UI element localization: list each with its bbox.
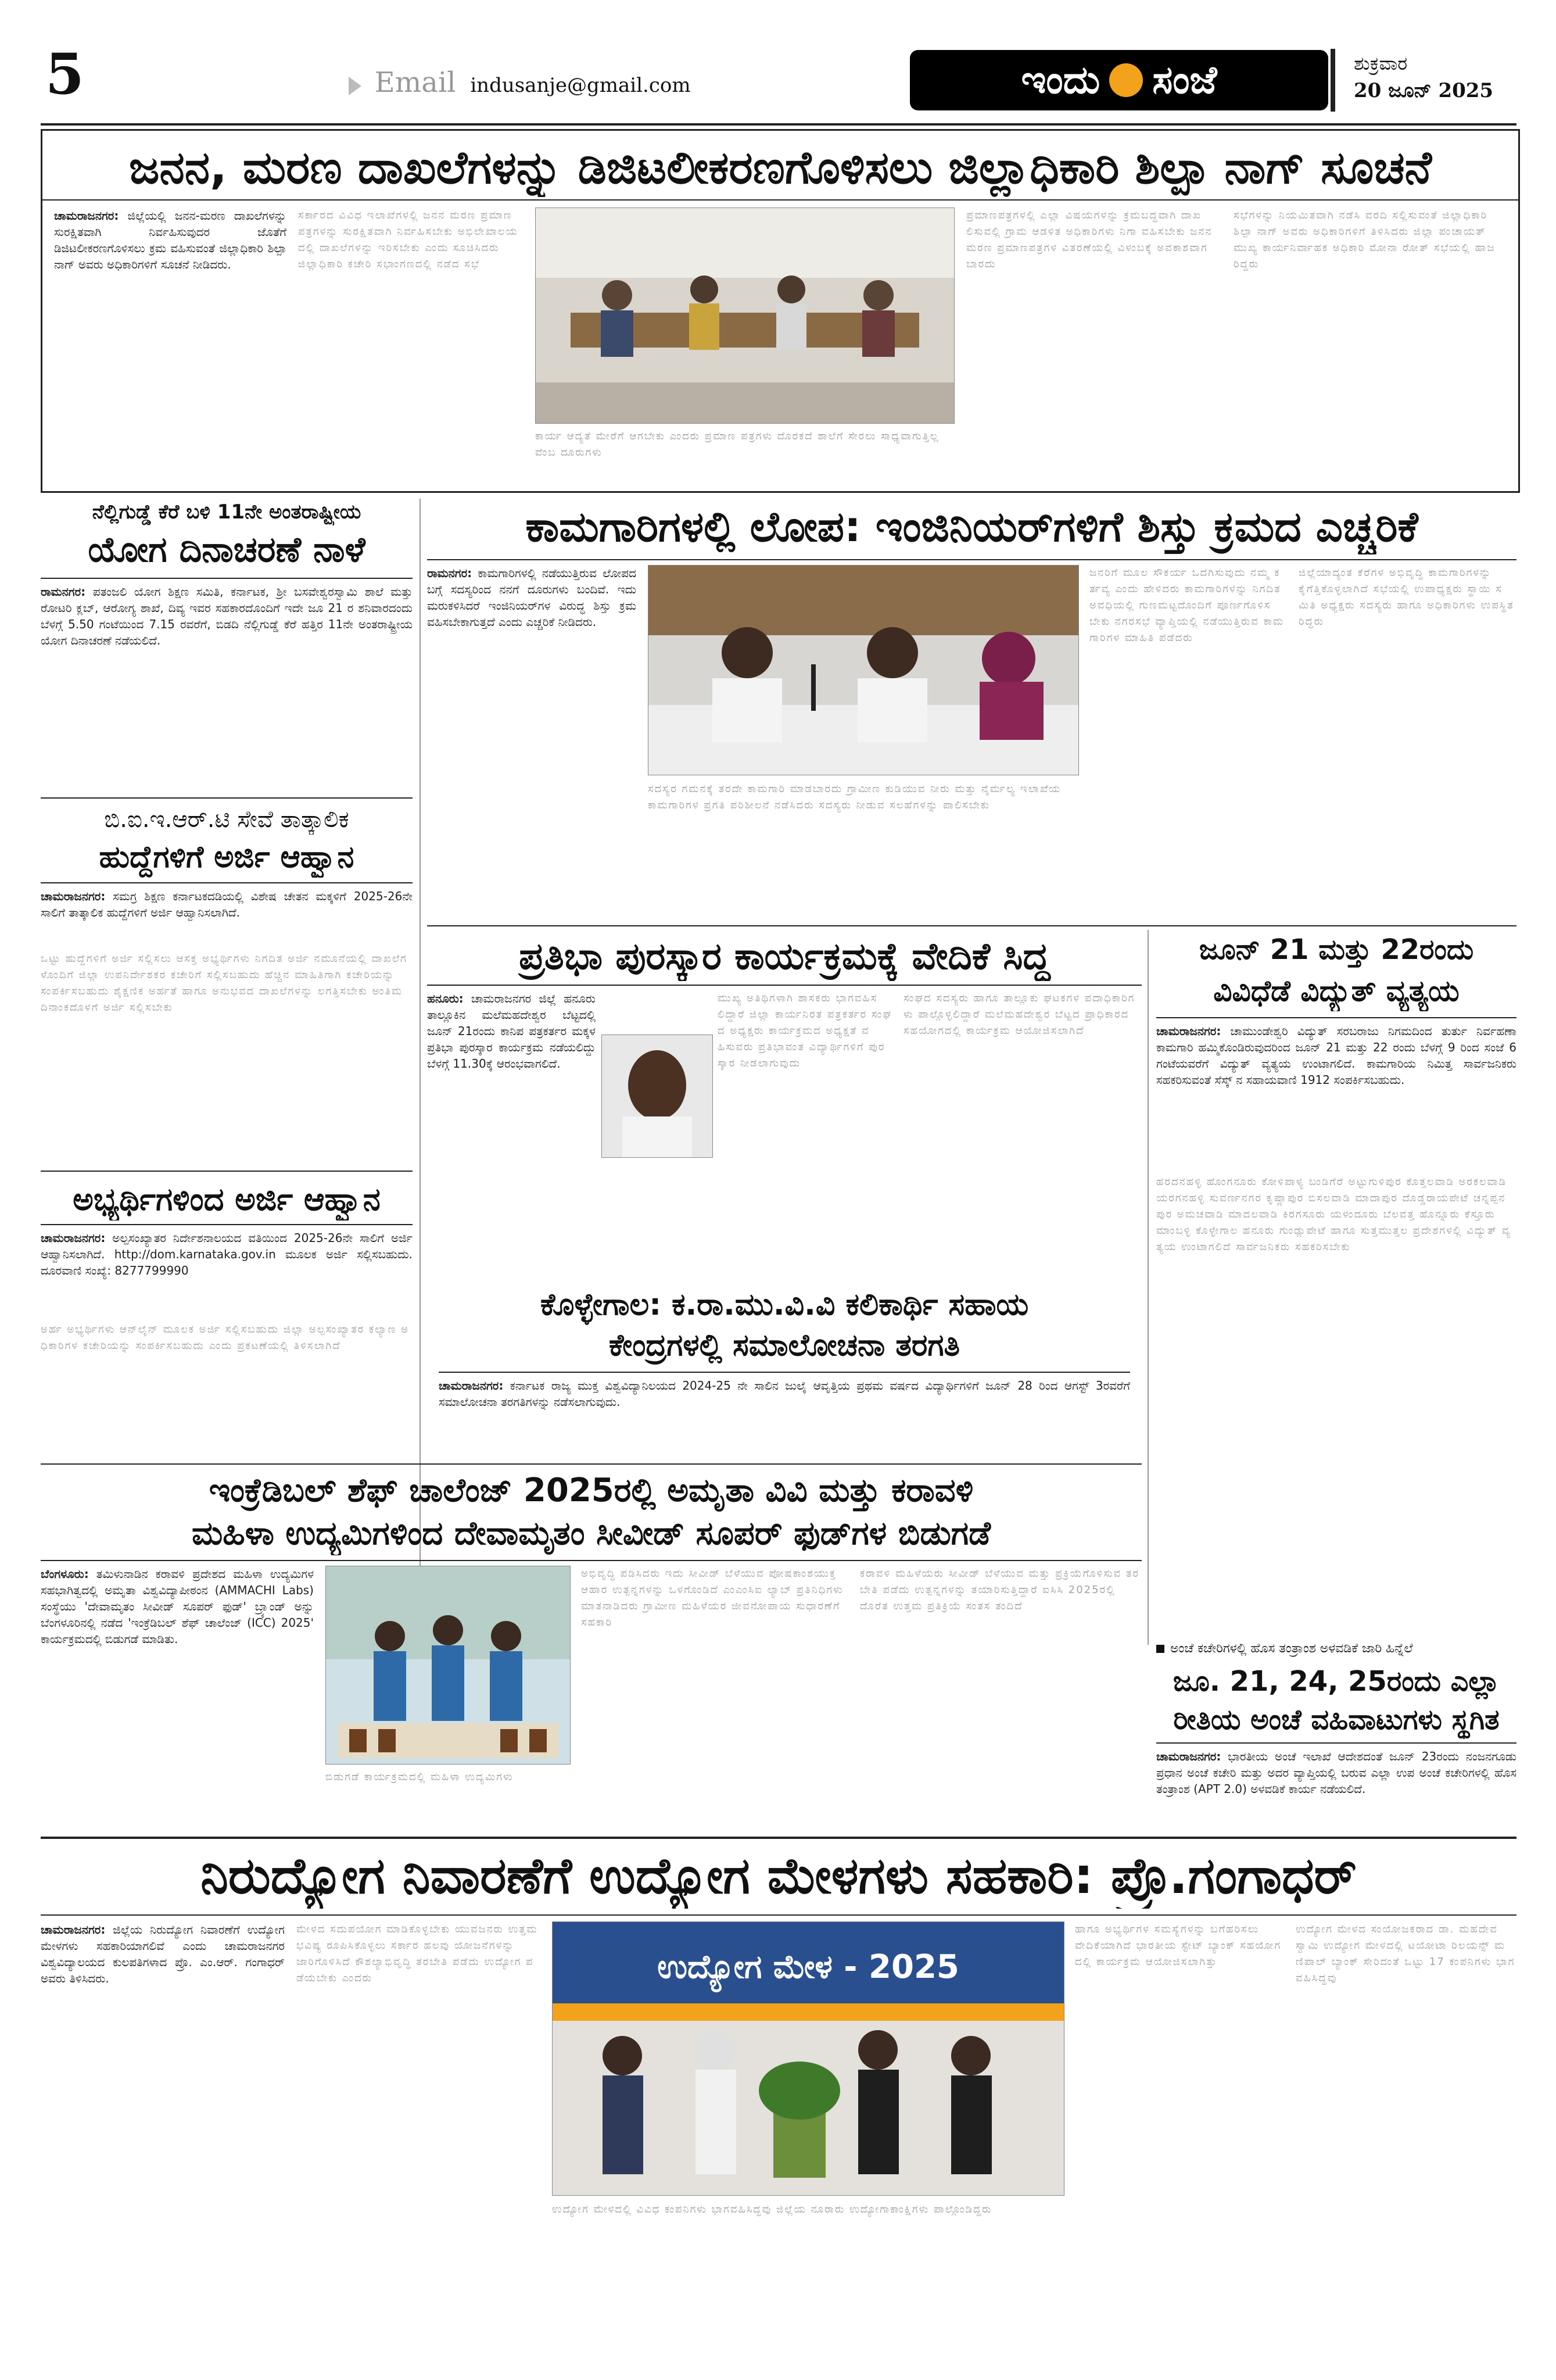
logo-text-right: ಸಂಜೆ bbox=[1152, 57, 1217, 102]
day-label: ಶುಕ್ರವಾರ bbox=[1354, 52, 1408, 74]
headline-line-1: ಇಂಕ್ರೆಡಿಬಲ್ ಶೆಫ್ ಚಾಲೆಂಜ್ 2025ರಲ್ಲಿ ಅಮೃತಾ ವಿವಿ ಮತ್ತು ಕರಾವಳಿ bbox=[209, 1472, 974, 1509]
headline-line-2: ವಿವಿಧೆಡೆ ವಿದ್ಯುತ್ ವ್ಯತ್ಯಯ bbox=[1213, 974, 1460, 1008]
story-body-continued: ಜಿಲ್ಲೆಯಾದ್ಯಂತ ಕೆರೆಗಳ ಅಭಿವೃದ್ಧಿ ಕಾಮಗಾರಿಗಳನ್ನು ಕೈಗೆತ್ತಿಕೊಳ್ಳಲಾಗಿದೆ ಸಭೆಯಲ್ಲಿ ಉಪಾಧ್ಯಕ್ಷರು ಸ್ಥಾಯಿ ಸಮಿತಿ ಅಧ್ಯಕ್ಷರು ಸದಸ್ಯರು ಹಾಗೂ ಅಧಿಕಾರಿಗಳು ಉಪಸ್ಥಿತರಿದ್ದರು bbox=[1299, 567, 1514, 628]
headline: ಯೋಗ ದಿನಾಚರಣೆ ನಾಳೆ bbox=[88, 529, 365, 570]
story-yoga bbox=[41, 499, 413, 789]
engineers-meeting-illustration bbox=[648, 566, 1078, 775]
story-body-continued: ಪ್ರಮಾಣಪತ್ರಗಳಲ್ಲಿ ಎಲ್ಲಾ ವಿಷಯಗಳನ್ನು ಕ್ರಮಬದ್ಧವಾಗಿ ದಾಖಲಿಸುವಲ್ಲಿ ಗ್ರಾಮ ಆಡಳಿತ ಅಧಿಕಾರಿಗಳು ನಿಗಾ ವಹಿಸಬೇಕು ಜನನ ಮರಣ ಪ್ರಮಾಣಪತ್ರಗಳ ವಿತರಣೆಯಲ್ಲಿ ವಿಳಂಬಕ್ಕೆ ಅವಕಾಶವಾಗಬಾರದು bbox=[966, 209, 1213, 270]
story-seaweed bbox=[41, 1469, 1142, 1818]
engineers-meeting-photo bbox=[648, 565, 1079, 775]
story-tag: ಅಂಚೆ ಕಚೇರಿಗಳಲ್ಲಿ ಹೊಸ ತಂತ್ರಾಂಶ ಅಳವಡಿಕೆ ಜಾರಿ ಹಿನ್ನೆಲೆ bbox=[1156, 1639, 1516, 1659]
story-body-continued: ಸರ್ಕಾರದ ವಿವಿಧ ಇಲಾಖೆಗಳಲ್ಲಿ ಜನನ ಮರಣ ಪ್ರಮಾಣ ಪತ್ರಗಳನ್ನು ಸುರಕ್ಷಿತವಾಗಿ ನಿರ್ವಹಿಸಬೇಕು ಅಭಿಲೇಖಾಲಯದಲ್ಲಿ ದಾಖಲೆಗಳನ್ನು ಇರಿಸಬೇಕು ಎಂದು ಸೂಚಿಸಿದರು ಜಿಲ್ಲಾಧಿಕಾರಿ ಕಚೇರಿ ಸಭಾಂಗಣದಲ್ಲಿ ನಡೆದ ಸಭೆ bbox=[298, 209, 518, 270]
story-body-continued: ಕಾರ್ಯ ಆದ್ಯತೆ ಮೇರೆಗೆ ಆಗಬೇಕು ಎಂದರು ಪ್ರಮಾಣ ಪತ್ರಗಳು ದೊರಕದೆ ಶಾಲೆಗೆ ಸೇರಲು ಸಾಧ್ಯವಾಗುತ್ತಿಲ್ಲವೆಂಬ ದೂರುಗಳು bbox=[535, 430, 940, 459]
story-body-continued: ಮೇಳದ ಸದುಪಯೋಗ ಮಾಡಿಕೊಳ್ಳಬೇಕು ಯುವಜನರು ಉತ್ತಮ ಭವಿಷ್ಯ ರೂಪಿಸಿಕೊಳ್ಳಲು ಸರ್ಕಾರ ಹಲವು ಯೋಜನೆಗಳನ್ನು ಜಾರಿಗೊಳಿಸಿದೆ ಕೌಶಲ್ಯಾಭಿವೃದ್ಧಿ ತರಬೇತಿ ಪಡೆದು ಉದ್ಯೋಗ ಪಡೆಯಬೇಕು ಎಂದರು bbox=[296, 1923, 538, 1984]
story-body-continued: ಒಟ್ಟು ಹುದ್ದೆಗಳಿಗೆ ಅರ್ಜಿ ಸಲ್ಲಿಸಲು ಆಸಕ್ತ ಅಭ್ಯರ್ಥಿಗಳು ನಿಗದಿತ ಅರ್ಜಿ ನಮೂನೆಯಲ್ಲಿ ದಾಖಲೆಗಳೊಂದಿಗೆ ಜಿಲ್ಲಾ ಉಪನಿರ್ದೇಶಕರ ಕಚೇರಿಗೆ ಸಲ್ಲಿಸಬಹುದು ಹೆಚ್ಚಿನ ಮಾಹಿತಿಗಾಗಿ ಕಚೇರಿಯನ್ನು ಸಂಪರ್ಕಿಸಬಹುದು ಶೈಕ್ಷಣಿಕ ಅರ್ಹತೆ ಹಾಗೂ ಅನುಭವದ ದಾಖಲೆಗಳನ್ನು ಲಗತ್ತಿಸಬೇಕು ಅಂತಿಮ ದಿನಾಂಕದೊಳಗೆ ಅರ್ಜಿ ಸಲ್ಲಿಸಬೇಕು bbox=[41, 953, 407, 1014]
meeting-photo-illustration bbox=[536, 208, 954, 423]
headline-line-1: ಕೊಳ್ಳೇಗಾಲ: ಕ.ರಾ.ಮು.ವಿ.ವಿ ಕಲಿಕಾರ್ಥಿ ಸಹಾಯ bbox=[540, 1287, 1029, 1322]
story-body: ಚಾಮರಾಜನಗರ: ಜಿಲ್ಲೆಯಲ್ಲಿ ಜನನ-ಮರಣ ದಾಖಲೆಗಳನ್ನು ಸುರಕ್ಷಿತವಾಗಿ ನಿರ್ವಹಿಸುವುದರ ಜೊತೆಗೆ ಡಿಜಿಟಲೀಕರಣಗೊಳಿಸಲು ಕ್ರಮ ವಹಿಸುವಂತೆ ಜಿಲ್ಲಾಧಿಕಾರಿ ಶಿಲ್ಪಾ ನಾಗ್ ಅವರು ಅಧಿಕಾರಿಗಳಿಗೆ ಸೂಚನೆ ನೀಡಿದರು. bbox=[54, 209, 286, 271]
headline: ಜನನ, ಮರಣ ದಾಖಲೆಗಳನ್ನು ಡಿಜಿಟಲೀಕರಣಗೊಳಿಸಲು ಜಿಲ್ಲಾಧಿಕಾರಿ ಶಿಲ್ಪಾ ನಾಗ್ ಸೂಚನೆ bbox=[128, 142, 1432, 194]
story-post-office bbox=[1156, 1639, 1516, 1831]
story-body-continued: ಮುಖ್ಯ ಅತಿಥಿಗಳಾಗಿ ಶಾಸಕರು ಭಾಗವಹಿಸಲಿದ್ದಾರೆ ಜಿಲ್ಲಾ ಕಾರ್ಯನಿರತ ಪತ್ರಕರ್ತರ ಸಂಘದ ಅಧ್ಯಕ್ಷರು ಕಾರ್ಯಕ್ರಮದ ಅಧ್ಯಕ್ಷತೆ ವಹಿಸುವರು ಪ್ರತಿಭಾವಂತ ವಿದ್ಯಾರ್ಥಿಗಳಿಗೆ ಪುರಸ್ಕಾರ ನೀಡಲಾಗುವುದು bbox=[718, 992, 892, 1069]
headline-line-2: ರೀತಿಯ ಅಂಚೆ ವಹಿವಾಟುಗಳು ಸ್ಥಗಿತ bbox=[1173, 1703, 1500, 1736]
bullet-icon bbox=[1156, 1645, 1164, 1653]
story-body-continued: ಜನರಿಗೆ ಮೂಲ ಸೌಕರ್ಯ ಒದಗಿಸುವುದು ನಮ್ಮ ಕರ್ತವ್ಯ ಎಂದು ಹೇಳಿದರು ಕಾಮಗಾರಿಗಳನ್ನು ನಿಗದಿತ ಅವಧಿಯಲ್ಲಿ ಗುಣಮಟ್ಟದೊಂದಿಗೆ ಪೂರ್ಣಗೊಳಿಸಬೇಕು ನಗರಸಭೆ ವ್ಯಾಪ್ತಿಯಲ್ಲಿ ನಡೆಯುತ್ತಿರುವ ಕಾಮಗಾರಿಗಳ ಮಾಹಿತಿ ಪಡೆದರು bbox=[1089, 567, 1285, 644]
story-body-continued: ಬಿಡುಗಡೆ ಕಾರ್ಯಕ್ರಮದಲ್ಲಿ ಮಹಿಳಾ ಉದ್ಯಮಿಗಳು bbox=[325, 1771, 514, 1783]
headline: ನಿರುದ್ಯೋಗ ನಿವಾರಣೆಗೆ ಉದ್ಯೋಗ ಮೇಳಗಳು ಸಹಕಾರಿ: ಪ್ರೊ.ಗಂಗಾಧರ್ bbox=[200, 1847, 1357, 1905]
story-body-continued: ಸಭೆಗಳನ್ನು ನಿಯಮಿತವಾಗಿ ನಡೆಸಿ ವರದಿ ಸಲ್ಲಿಸುವಂತೆ ಜಿಲ್ಲಾಧಿಕಾರಿ ಶಿಲ್ಪಾ ನಾಗ್ ಅವರು ಅಧಿಕಾರಿಗಳಿಗೆ ತಿಳಿಸಿದರು ಜಿಲ್ಲಾ ಪಂಚಾಯತ್ ಮುಖ್ಯ ಕಾರ್ಯನಿರ್ವಾಹಕ ಅಧಿಕಾರಿ ಮೋನಾ ರೋತ್ ಸಭೆಯಲ್ಲಿ ಹಾಜರಿದ್ದರು bbox=[1234, 209, 1496, 270]
story-body: ಬೆಂಗಳೂರು: ತಮಿಳುನಾಡಿನ ಕರಾವಳಿ ಪ್ರದೇಶದ ಮಹಿಳಾ ಉದ್ಯಮಿಗಳ ಸಹಭಾಗಿತ್ವದಲ್ಲಿ ಅಮೃತಾ ವಿಶ್ವವಿದ್ಯಾಪೀಠಂನ (AMMACHI Labs) ಸಂಸ್ಥೆಯು 'ದೇವಾಮೃತಂ ಸೀವೀಡ್ ಸೂಪರ್ ಫುಡ್' ಬ್ರ್ಯಾಂಡ್ ಅನ್ನು ಬೆಂಗಳೂರಿನಲ್ಲಿ ನಡೆದ 'ಇಂಕ್ರೆಡಿಬಲ್ ಶೆಫ್ ಚಾಲೆಂಜ್ (ICC) 2025' ಕಾರ್ಯಕ್ರಮದಲ್ಲಿ ಬಿಡುಗಡೆ ಮಾಡಿತು. bbox=[41, 1567, 314, 1646]
story-body-continued: ಹರದನಹಳ್ಳಿ ಹೊಂಗನೂರು ಕೋಳಿಪಾಳ್ಯ ಬಂಡಿಗೆರೆ ಅಟ್ಟುಗುಳಿಪುರ ಕೊತ್ತಲವಾಡಿ ಅರಕಲವಾಡಿ ಯರಗನಹಳ್ಳಿ ಸುವರ್ಣನಗರ ಕೃಷ್ಣಾಪುರ ಬಿಸಲವಾಡಿ ಮಾದಾಪುರ ದೊಡ್ಡರಾಯಪೇಟೆ ಚನ್ನಪ್ಪನಪುರ ಅಮಚವಾಡಿ ಮಾದಲವಾಡಿ ಕಿರಗಸೂರು ಯಳಂದೂರು ಬೆಲವತ್ತ ಹೊನ್ನೂರು ಕೆಸ್ತೂರು ಮಾಂಬಳ್ಳಿ ಕೊಳ್ಳೇಗಾಲ ಹನೂರು ಗುಂಡ್ಲುಪೇಟೆ ಹಾಗೂ ಸುತ್ತಮುತ್ತಲ ಪ್ರದೇಶಗಳಲ್ಲಿ ವಿದ್ಯುತ್ ವ್ಯತ್ಯಯ ಉಂಟಾಗಲಿದೆ ಸಾರ್ವಜನಿಕರು ಸಹಕರಿಸಬೇಕು bbox=[1156, 1176, 1511, 1253]
story-applications bbox=[41, 1176, 413, 1455]
masthead-logo bbox=[910, 50, 1328, 110]
story-body-continued: ಸಂಘದ ಸದಸ್ಯರು ಹಾಗೂ ತಾಲ್ಲೂಕು ಘಟಕಗಳ ಪದಾಧಿಕಾರಿಗಳು ಪಾಲ್ಗೊಳ್ಳಲಿದ್ದಾರೆ ಮಲೆಮಹದೇಶ್ವರ ಬೆಟ್ಟದ ಪ್ರಾಧಿಕಾರದ ಸಹಯೋಗದಲ್ಲಿ ಕಾರ್ಯಕ್ರಮ ಆಯೋಜಿಸಲಾಗಿದೆ bbox=[904, 992, 1135, 1037]
seaweed-launch-illustration bbox=[326, 1566, 570, 1764]
banner-text: ಉದ್ಯೋಗ ಮೇಳ - 2025 bbox=[657, 1948, 959, 1986]
headline-line-1: ಜೂ. 21, 24, 25ರಂದು ಎಲ್ಲಾ bbox=[1173, 1665, 1500, 1698]
headline-line-2: ಕೇಂದ್ರಗಳಲ್ಲಿ ಸಮಾಲೋಚನಾ ತರಗತಿ bbox=[608, 1328, 960, 1363]
email-label: Email bbox=[374, 66, 456, 99]
story-body: ಚಾಮರಾಜನಗರ: ಭಾರತೀಯ ಅಂಚೆ ಇಲಾಖೆ ಆದೇಶದಂತೆ ಜೂನ್ 23ರಂದು ನಂಜನಗೂಡು ಪ್ರಧಾನ ಅಂಚೆ ಕಚೇರಿ ಮತ್ತು ಅದರ ವ್ಯಾಪ್ತಿಯಲ್ಲಿ ಬರುವ ಎಲ್ಲಾ ಉಪ ಅಂಚೆ ಕಚೇರಿಗಳಲ್ಲಿ ಹೊಸ ತಂತ್ರಾಂಶ (APT 2.0) ಅಳವಡಿಕೆ ಕಾರ್ಯ ನಡೆಯಲಿದೆ. bbox=[1156, 1749, 1516, 1796]
headline-line-2: ಮಹಿಳಾ ಉದ್ಯಮಿಗಳಿಂದ ದೇವಾಮೃತಂ ಸೀವೀಡ್ ಸೂಪರ್ ಫುಡ್‌ಗಳ ಬಿಡುಗಡೆ bbox=[191, 1515, 991, 1552]
kicker: ಬಿ.ಐ.ಇ.ಆರ್.ಟಿ ಸೇವೆ ತಾತ್ಕಾಲಿಕ bbox=[104, 806, 349, 833]
story-body-continued: ಸದಸ್ಯರ ಗಮನಕ್ಕೆ ತರದೇ ಕಾಮಗಾರಿ ಮಾಡಬಾರದು ಗ್ರಾಮೀಣ ಕುಡಿಯುವ ನೀರು ಮತ್ತು ನೈರ್ಮಲ್ಯ ಇಲಾಖೆಯ ಕಾಮಗಾರಿಗಳ ಪ್ರಗತಿ ಪರಿಶೀಲನೆ ನಡೆಸಿದರು ಸದಸ್ಯರು ನೀಡುವ ಸಲಹೆಗಳನ್ನು ಪಾಲಿಸಬೇಕು bbox=[648, 783, 1062, 811]
kicker: ನೆಲ್ಲಿಗುಡ್ಡೆ ಕೆರೆ ಬಳಿ 11ನೇ ಅಂತರಾಷ್ಟ್ರೀಯ bbox=[92, 500, 361, 524]
story-pratibha bbox=[427, 930, 1142, 1279]
portrait-photo bbox=[601, 1035, 713, 1158]
story-jillaadhikari bbox=[41, 129, 1520, 493]
headline: ಅಭ್ಯರ್ಥಿಗಳಿಂದ ಅರ್ಜಿ ಆಹ್ವಾನ bbox=[73, 1181, 381, 1218]
story-bierte bbox=[41, 804, 413, 1159]
story-body-continued: ಕರಾವಳಿ ಮಹಿಳೆಯರು ಸೀವೀಡ್ ಬೆಳೆಯುವ ಮತ್ತು ಪ್ರಕ್ರಿಯೆಗೊಳಿಸುವ ತರಬೇತಿ ಪಡೆದು ಉತ್ಪನ್ನಗಳನ್ನು ತಯಾರಿಸುತ್ತಿದ್ದಾರೆ ಐಸಿಸಿ 2025ರಲ್ಲಿ ದೊರೆತ ಉತ್ತಮ ಪ್ರತಿಕ್ರಿಯೆ ಸಂತಸ ತಂದಿದೆ bbox=[860, 1567, 1139, 1612]
portrait-illustration bbox=[602, 1035, 712, 1157]
headline: ಹುದ್ದೆಗಳಿಗೆ ಅರ್ಜಿ ಆಹ್ವಾನ bbox=[99, 840, 354, 875]
story-body: ಚಾಮರಾಜನಗರ: ಸಮಗ್ರ ಶಿಕ್ಷಣ ಕರ್ನಾಟಕದಡಿಯಲ್ಲಿ ವಿಶೇಷ ಚೇತನ ಮಕ್ಕಳಿಗೆ 2025-26ನೇ ಸಾಲಿಗೆ ತಾತ್ಕಾಲಿಕ ಹುದ್ದೆಗಳಿಗೆ ಅರ್ಜಿ ಆಹ್ವಾನಿಸಲಾಗಿದೆ. bbox=[41, 889, 413, 919]
story-body-continued: ಉದ್ಯೋಗ ಮೇಳದ ಸಂಯೋಜಕರಾದ ಡಾ. ಮಹದೇವಸ್ವಾಮಿ ಉದ್ಯೋಗ ಮೇಳದಲ್ಲಿ ಟಯೋಟಾ ರಿಲಯನ್ಸ್ ಮಣಿಪಾಲ್ ಬ್ಯಾಂಕ್ ಸೇರಿದಂತೆ ಒಟ್ಟು 17 ಕಂಪನಿಗಳು ಭಾಗವಹಿಸಿದ್ದವು bbox=[1296, 1923, 1515, 1984]
story-body: ಚಾಮರಾಜನಗರ: ಚಾಮುಂಡೇಶ್ವರಿ ವಿದ್ಯುತ್ ಸರಬರಾಜು ನಿಗಮದಿಂದ ತುರ್ತು ನಿರ್ವಹಣಾ ಕಾಮಗಾರಿ ಹಮ್ಮಿಕೊಂಡಿರುವುದರಿಂದ ಜೂನ್ 21 ಮತ್ತು 22 ರಂದು ಬೆಳಗ್ಗೆ 9 ರಿಂದ ಸಂಜೆ 6 ಗಂಟೆಯವರೆಗೆ ವಿದ್ಯುತ್ ವ್ಯತ್ಯಯ ಉಂಟಾಗಲಿದೆ. ಕಾಮಗಾರಿಯ ನಿಮಿತ್ತ ಸಾರ್ವಜನಿಕರು ಸಹಕರಿಸುವಂತೆ ಸೆಸ್ಕ್ ನ ಸಹಾಯವಾಣಿ 1912 ಸಂಪರ್ಕಿಸಬಹುದು. bbox=[1156, 1024, 1516, 1087]
dateline-box bbox=[1331, 49, 1522, 114]
sun-icon bbox=[1109, 63, 1143, 97]
story-body-continued: ಅರ್ಹ ಅಭ್ಯರ್ಥಿಗಳು ಆನ್‌ಲೈನ್ ಮೂಲಕ ಅರ್ಜಿ ಸಲ್ಲಿಸಬಹುದು ಜಿಲ್ಲಾ ಅಲ್ಪಸಂಖ್ಯಾತರ ಕಲ್ಯಾಣ ಅಧಿಕಾರಿಗಳ ಕಚೇರಿಯನ್ನು ಸಂಪರ್ಕಿಸಬಹುದು ಎಂದು ಪ್ರಕಟಣೆಯಲ್ಲಿ ತಿಳಿಸಲಾಗಿದೆ bbox=[41, 1323, 409, 1352]
headline: ಕಾಮಗಾರಿಗಳಲ್ಲಿ ಲೋಪ: ಇಂಜಿನಿಯರ್‌ಗಳಿಗೆ ಶಿಸ್ತು ಕ್ರಮದ ಎಚ್ಚರಿಕೆ bbox=[525, 502, 1418, 551]
story-body: ರಾಮನಗರ: ಪತಂಜಲಿ ಯೋಗ ಶಿಕ್ಷಣ ಸಮಿತಿ, ಕರ್ನಾಟಕ, ಶ್ರೀ ಬಸವೇಶ್ವರಸ್ವಾಮಿ ಶಾಲೆ ಮತ್ತು ರೋಟರಿ ಕ್ಲಬ್, ಆರೋಗ್ಯ ಶಾಖೆ, ದಿವ್ಯ ಇವರ ಸಹಕಾರದೊಂದಿಗೆ ಇದೇ ಜೂ 21 ರ ಶನಿವಾರದಂದು ಬೆಳಗ್ಗೆ 5.50 ಗಂಟೆಯಿಂದ 7.15 ರವರೆಗೆ, ಬಿಡದಿ ನೆಲ್ಲಿಗುಡ್ಡೆ ಕೆರೆ ಹತ್ತಿರ 11ನೇ ಅಂತರಾಷ್ಟ್ರೀಯ ಯೋಗ ದಿನಾಚರಣೆ ನಡೆಯಲಿದೆ. bbox=[41, 585, 413, 647]
page-number: 5 bbox=[45, 41, 84, 107]
job-fair-photo bbox=[552, 1921, 1064, 2196]
headline: ಪ್ರತಿಭಾ ಪುರಸ್ಕಾರ ಕಾರ್ಯಕ್ರಮಕ್ಕೆ ವೇದಿಕೆ ಸಿದ್ಧ bbox=[519, 935, 1050, 978]
story-job-fair bbox=[41, 1844, 1516, 2367]
seaweed-launch-photo bbox=[325, 1566, 571, 1765]
story-body-continued: ಉದ್ಯೋಗ ಮೇಳದಲ್ಲಿ ವಿವಿಧ ಕಂಪನಿಗಳು ಭಾಗವಹಿಸಿದ್ದವು ಜಿಲ್ಲೆಯ ನೂರಾರು ಉದ್ಯೋಗಾಕಾಂಕ್ಷಿಗಳು ಪಾಲ್ಗೊಂಡಿದ್ದರು bbox=[552, 2203, 992, 2216]
story-body: ಚಾಮರಾಜನಗರ: ಕರ್ನಾಟಕ ರಾಜ್ಯ ಮುಕ್ತ ವಿಶ್ವವಿದ್ಯಾನಿಲಯದ 2024-25 ನೇ ಸಾಲಿನ ಜುಲೈ ಆವೃತ್ತಿಯ ಪ್ರಥಮ ವರ್ಷದ ವಿದ್ಯಾರ್ಥಿಗಳಿಗೆ ಜೂನ್ 28 ರಿಂದ ಆಗಸ್ಟ್ 3ರವರೆಗೆ ಸಮಾಲೋಚನಾ ತರಗತಿಗಳನ್ನು ನಡೆಸಲಾಗುವುದು. bbox=[439, 1379, 1130, 1409]
headline-line-1: ಜೂನ್ 21 ಮತ್ತು 22ರಂದು bbox=[1199, 933, 1474, 966]
email-block bbox=[349, 66, 691, 99]
story-body: ಚಾಮರಾಜನಗರ: ಅಲ್ಪಸಂಖ್ಯಾತರ ನಿರ್ದೇಶನಾಲಯದ ವತಿಯಿಂದ 2025-26ನೇ ಸಾಲಿಗೆ ಅರ್ಜಿ ಆಹ್ವಾನಿಸಲಾಗಿದೆ. http://dom.karnataka.gov.in ಮೂಲಕ ಅರ್ಜಿ ಸಲ್ಲಿಸಬಹುದು. ದೂರವಾಣಿ ಸಂಖ್ಯೆ: 8277799990 bbox=[41, 1231, 413, 1277]
logo-text-left: ಇಂದು bbox=[1021, 57, 1100, 102]
story-body-continued: ಅಭಿವೃದ್ಧಿ ಪಡಿಸಿದರು ಇದು ಸೀವೀಡ್ ಬೆಳೆಯುವ ಪೋಷಕಾಂಶಯುಕ್ತ ಆಹಾರ ಉತ್ಪನ್ನಗಳನ್ನು ಒಳಗೊಂಡಿದೆ ಎಂಎಂಸಿಐ ಲ್ಯಾಬ್ ಪ್ರತಿನಿಧಿಗಳು ಮಾತನಾಡಿದರು ಗ್ರಾಮೀಣ ಮಹಿಳೆಯರ ಜೀವನೋಪಾಯ ಸುಧಾರಣೆಗೆ ಸಹಕಾರಿ bbox=[581, 1567, 844, 1629]
story-ksou bbox=[427, 1284, 1142, 1459]
story-body-continued: ಹಾಗೂ ಅಭ್ಯರ್ಥಿಗಳ ಸಮಸ್ಯೆಗಳನ್ನು ಬಗೆಹರಿಸಲು ವೇದಿಕೆಯಾಗಿದೆ ಭಾರತೀಯ ಸ್ಟೇಟ್ ಬ್ಯಾಂಕ್ ಸಹಯೋಗದಲ್ಲಿ ಕಾರ್ಯಕ್ರಮ ಆಯೋಜಿಸಲಾಗಿತ್ತು bbox=[1075, 1923, 1282, 1968]
story-body: ರಾಮನಗರ: ಕಾಮಗಾರಿಗಳಲ್ಲಿ ನಡೆಯುತ್ತಿರುವ ಲೋಪದ ಬಗ್ಗೆ ಸದಸ್ಯರಿಂದ ನನಗೆ ದೂರುಗಳು ಬಂದಿವೆ. ಇದು ಮರುಕಳಿಸಿದರೆ ಇಂಜಿನಿಯರ್‌ಗಳ ವಿರುದ್ಧ ಶಿಸ್ತು ಕ್ರಮ ವಹಿಸಬೇಕಾಗುತ್ತದೆ ಎಂದು ಎಚ್ಚರಿಕೆ ನೀಡಿದರು. bbox=[427, 566, 636, 629]
arrow-icon bbox=[349, 77, 361, 95]
story-engineers bbox=[427, 499, 1516, 917]
email-address[interactable]: indusanje@gmail.com bbox=[470, 74, 691, 97]
meeting-photo bbox=[535, 207, 955, 424]
date-label: 20 ಜೂನ್ 2025 bbox=[1354, 79, 1494, 102]
job-fair-illustration bbox=[553, 1922, 1064, 2195]
story-power-cut bbox=[1156, 930, 1516, 1627]
story-body: ಚಾಮರಾಜನಗರ: ಜಿಲ್ಲೆಯ ನಿರುದ್ಯೋಗ ನಿವಾರಣೆಗೆ ಉದ್ಯೋಗ ಮೇಳಗಳು ಸಹಕಾರಿಯಾಗಲಿವೆ ಎಂದು ಚಾಮರಾಜನಗರ ವಿಶ್ವವಿದ್ಯಾಲಯದ ಕುಲಪತಿಗಳಾದ ಪ್ರೊ. ಎಂ.ಆರ್. ಗಂಗಾಧರ್ ಅವರು ತಿಳಿಸಿದರು. bbox=[41, 1923, 285, 1985]
story-body: ಹನೂರು: ಚಾಮರಾಜನಗರ ಜಿಲ್ಲೆ ಹನೂರು ತಾಲ್ಲೂಕಿನ ಮಲೆಮಹದೇಶ್ವರ ಬೆಟ್ಟದಲ್ಲಿ ಜೂನ್ 21ರಂದು ಕಾನಿಪ ಪತ್ರಕರ್ತರ ಮಕ್ಕಳ ಪ್ರತಿಭಾ ಪುರಸ್ಕಾರ ಕಾರ್ಯಕ್ರಮ ನಡೆಯಲಿದ್ದು ಬೆಳಗ್ಗೆ 11.30ಕ್ಕೆ ಆರಂಭವಾಗಲಿದೆ. bbox=[427, 992, 596, 1071]
